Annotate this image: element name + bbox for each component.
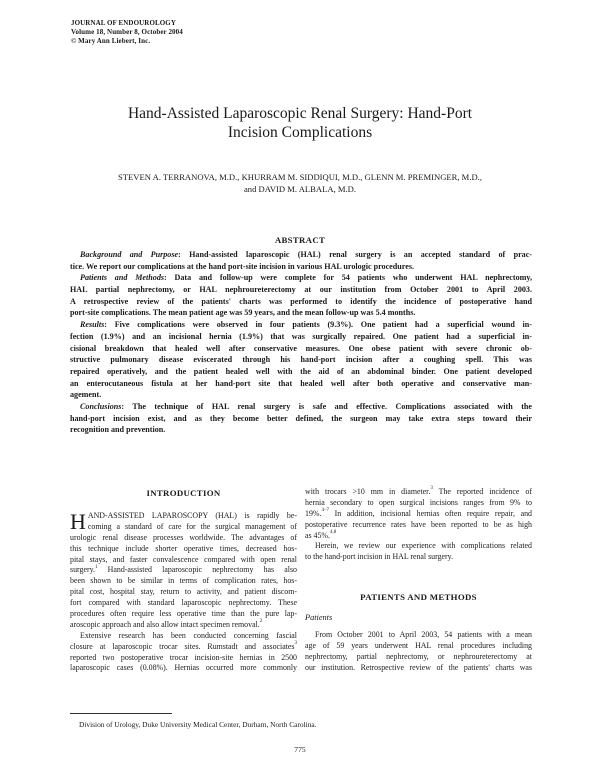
- citation: 2: [259, 619, 263, 625]
- author-list: [60, 171, 540, 195]
- abstract-line: cisional breakdown that healed well after conservative measures. One obese patient with severe chronic ob-: [70, 343, 532, 353]
- abstract-line: Background and Purpose: Hand-assisted laparoscopic (HAL) renal surgery is an accepted standard of prac-: [80, 250, 532, 259]
- introduction-column: [70, 511, 297, 674]
- citation: 1: [94, 564, 98, 570]
- patients-methods-heading: PATIENTS AND METHODS: [360, 592, 477, 602]
- citation: 4,8: [329, 529, 337, 535]
- abstract-line: HAL partial nephrectomy, or HAL nephroureterectomy at our institution from October 2001 to April 2003.: [70, 285, 532, 295]
- citation: 3: [294, 641, 297, 647]
- right-line: hernia secondary to open surgical incisions ranges from 9% to: [305, 497, 532, 507]
- pm-line: age of 59 years underwent HAL renal procedures including: [305, 640, 532, 650]
- abstract-line: A retrospective review of the patients' charts was performed to identify the incidence of postoperative hand: [70, 296, 532, 306]
- abstract-heading: ABSTRACT: [274, 235, 326, 245]
- right-line: to the hand-port incision in HAL renal surgery.: [305, 552, 454, 562]
- intro-line: surgery.$^1$ Hand-assisted laparoscopic nephrectomy has also: [70, 564, 297, 575]
- drop-cap: H: [70, 509, 86, 534]
- patients-column: [305, 630, 532, 674]
- intro-line: pital cost, hospital stay, return to activity, and patient discom-: [70, 587, 297, 597]
- abstract-line: Patients and Methods: Data and follow-up were complete for 54 patients who underwent HAL nephrectomy,: [80, 273, 532, 283]
- abstract-line: recognition and prevention.: [70, 425, 166, 435]
- abstract-label-patients: Patients and Methods: [80, 273, 165, 283]
- journal-name: JOURNAL OF ENDOUROLOGY: [71, 19, 177, 27]
- journal-header: [71, 19, 183, 46]
- page-number: 775: [294, 745, 306, 754]
- intro-line: AND-ASSISTED LAPAROSCOPY (HAL) is rapidly be-: [87, 511, 297, 520]
- intro-line: Extensive research has been conducted concerning fascial: [80, 630, 297, 640]
- patients-subheading: Patients: [305, 613, 333, 622]
- intro-line: procedures often require less operative time than the pure lap-: [70, 609, 297, 619]
- abstract-line: structive pulmonary disease eviscerated through his hand-port incision after a coughing spell. This was: [70, 355, 532, 365]
- intro-line: been shown to be similar in terms of complication rates, hos-: [70, 576, 297, 586]
- citation: 3: [430, 486, 433, 492]
- right-line: with trocars >10 mm in diameter.$^3$ The reported incidence of: [305, 486, 532, 496]
- citation: 4–7: [321, 508, 329, 514]
- abstract-line: an enterocutaneous fistula at her hand-port site that healed well after both operative and conservative man-: [70, 378, 532, 388]
- title-line-2: Incision Complications: [227, 124, 373, 141]
- affiliation: Division of Urology, Duke University Medical Center, Durham, North Carolina.: [79, 720, 317, 729]
- abstract-line: Results: Five complications were observed in four patients (9.3%). One patient had a superficial wound in-: [80, 320, 532, 330]
- abstract-label-background: Background and Purpose: [80, 250, 179, 259]
- right-line: Herein, we review our experience with complications related: [315, 541, 532, 551]
- intro-line: urologic renal disease processes worldwide. The advantages of: [70, 532, 297, 542]
- right-line: as 45%.$^{4,8}$: [305, 529, 337, 540]
- abstract-label-results: Results: [80, 320, 105, 330]
- abstract-body: [70, 249, 532, 436]
- right-line: postoperative recurrence rates have been reported to be as high: [305, 519, 532, 529]
- abstract-line: port-site complications. The mean patient age was 59 years, and the mean follow-up was 5.4 months.: [70, 308, 416, 318]
- pm-line: our institution. Retrospective review of the patients' charts was: [305, 662, 532, 672]
- intro-line: laparoscopic cases (0.08%). Hernias occurred more commonly: [70, 663, 297, 673]
- intro-line: pital stays, and faster convalescence compared with open renal: [70, 554, 297, 564]
- pm-line: nephrectomy, partial nephrectomy, or nephroureterectomy at: [305, 651, 532, 661]
- pm-line: From October 2001 to April 2003, 54 patients with a mean: [315, 630, 532, 639]
- intro-line: reported two postoperative trocar incision-site hernias in 2500: [70, 652, 297, 662]
- intro-line: closure at laparoscopic trocar sites. Rumstadt and associates$^3$: [70, 641, 297, 651]
- abstract-label-conclusions: Conclusions: [80, 401, 122, 411]
- journal-volume: Volume 18, Number 8, October 2004: [71, 28, 183, 36]
- intro-line: fort compared with standard laparoscopic nephrectomy. These: [70, 598, 297, 608]
- authors-line-2: and DAVID M. ALBALA, M.D.: [243, 184, 357, 194]
- intro-line: coming a standard of care for the surgical management of: [87, 521, 297, 531]
- abstract-line: tice. We report our complications at the hand port-site incision in various HAL urologic procedures.: [70, 261, 414, 271]
- title-line-1: Hand-Assisted Laparoscopic Renal Surgery: Hand-Port: [127, 105, 473, 122]
- journal-copyright: © Mary Ann Liebert, Inc.: [71, 37, 151, 45]
- abstract-line: hand-port incision exist, and as they become better defined, the surgeon may take extra steps toward their: [70, 413, 532, 423]
- intro-line: aroscopic approach and also allow intact specimen removal.$^2$: [70, 619, 263, 629]
- abstract-line: repaired operatively, and the patient healed well with the aid of an abdominal binder. One patient developed: [70, 366, 532, 376]
- article-title: [60, 104, 540, 142]
- authors-line-1: STEVEN A. TERRANOVA, M.D., KHURRAM M. SIDDIQUI, M.D., GLENN M. PREMINGER, M.D.,: [118, 172, 482, 182]
- abstract-line: agement.: [70, 390, 102, 400]
- footnote-rule: [70, 713, 172, 714]
- right-line: 19%.$^{4-7}$ In addition, incisional hernias often require repair, and: [305, 508, 532, 518]
- introduction-heading: INTRODUCTION: [146, 488, 221, 498]
- right-column: [305, 487, 532, 563]
- abstract-line: fection (1.9%) and an incisional hernia (1.9%) that was surgically repaired. One patient had a superficial in-: [70, 331, 532, 341]
- intro-line: this technique include shorter operative times, decreased hos-: [70, 543, 297, 553]
- abstract-line: Conclusions: The technique of HAL renal surgery is safe and effective. Complications associated with the: [80, 401, 532, 411]
